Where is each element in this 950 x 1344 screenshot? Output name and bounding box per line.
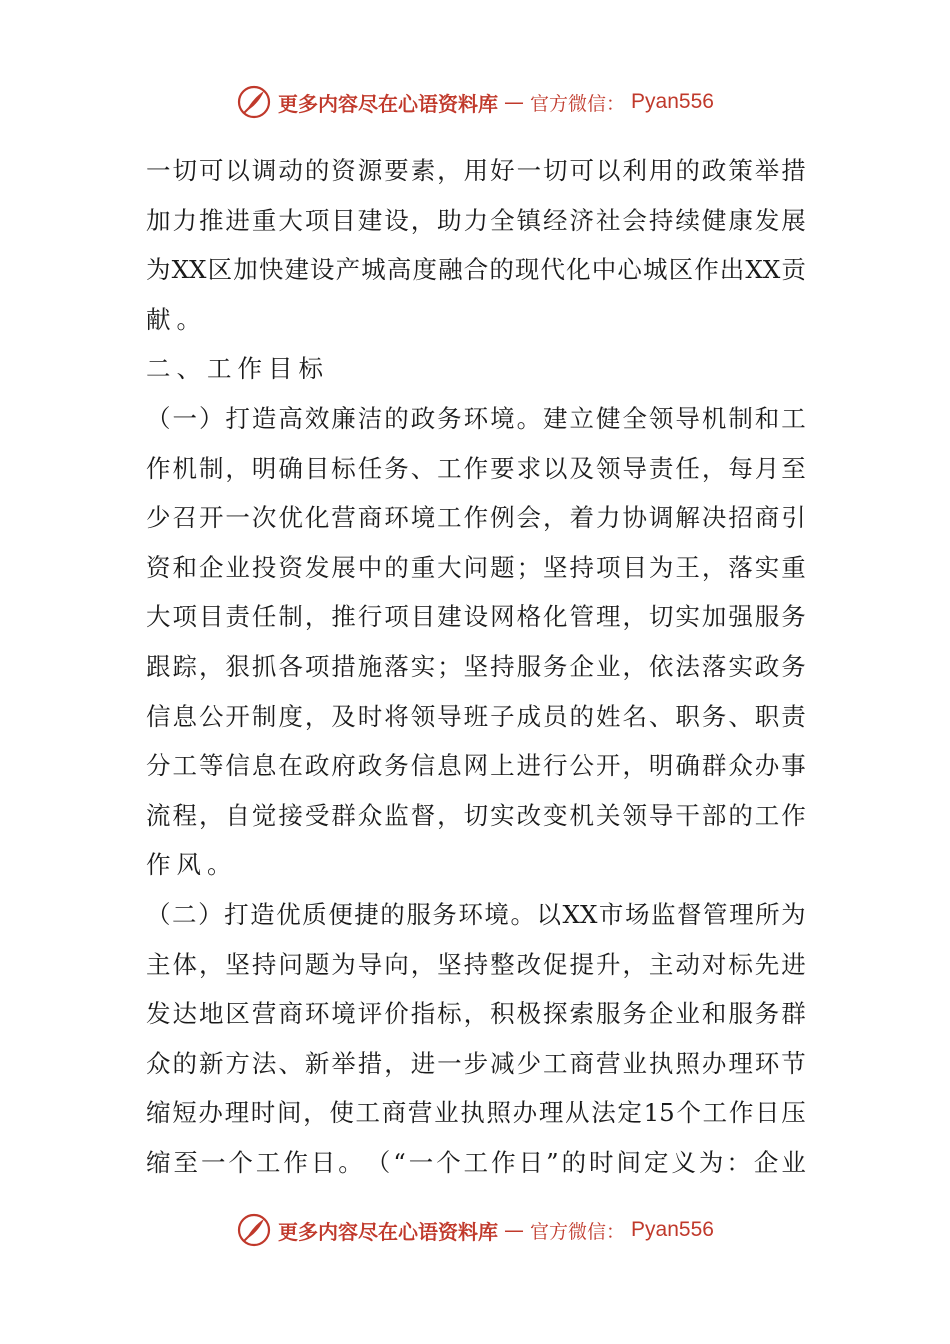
- footer-wechat-id: Pyan556: [631, 1218, 714, 1241]
- text-line: 主 体 ， 坚 持 问 题 为 导 向 ， 坚 持 整 改 促 提 升 ， 主 动 对 标 先 进: [146, 949, 806, 979]
- footer-wechat-label: 官方微信：: [530, 1220, 626, 1243]
- text-line: （ 一 ） 打 造 高 效 廉 洁 的 政 务 环 境 。 建 立 健 全 领 导 机 制 和 工: [146, 403, 806, 433]
- text-line: 跟 踪 ， 狠 抓 各 项 措 施 落 实 ； 坚 持 服 务 企 业 ， 依 法 落 实 政 务: [146, 651, 806, 681]
- text-line: 大 项 目 责 任 制 ， 推 行 项 目 建 设 网 格 化 管 理 ， 切 实 加 强 服 务: [146, 602, 806, 632]
- text-line: 献。: [146, 304, 207, 334]
- text-line: 一 切 可 以 调 动 的 资 源 要 素 ， 用 好 一 切 可 以 利 用 的 政 策 举 措: [146, 156, 806, 185]
- header-brand-text: 更多内容尽在心语资料库: [278, 91, 499, 116]
- header-watermark: [0, 82, 950, 122]
- footer-dash: —: [504, 1218, 525, 1242]
- quill-logo-icon: [236, 84, 272, 120]
- text-line: 流 程 ， 自 觉 接 受 群 众 监 督 ， 切 实 改 变 机 关 领 导 干 部 的 工 作: [146, 800, 806, 830]
- text-line: 缩 至 一 个 工 作 日 。 （ “ 一 个 工 作 日 ” 的 时 间 定 义 为 ： 企 业: [146, 1147, 806, 1177]
- quill-logo-icon: [236, 1212, 272, 1248]
- text-line: 信 息 公 开 制 度 ， 及 时 将 领 导 班 子 成 员 的 姓 名 、 职 务 、 职 责: [146, 701, 806, 731]
- text-line: 作 机 制 ， 明 确 目 标 任 务 、 工 作 要 求 以 及 领 导 责 任 ， 每 月 至: [146, 453, 806, 483]
- text-line: 作风。: [146, 850, 238, 880]
- text-line: 缩 短 办 理 时 间 ， 使 工 商 营 业 执 照 办 理 从 法 定 15 个 工 作 日 压: [146, 1098, 806, 1128]
- header-wechat-id: Pyan556: [631, 90, 714, 113]
- footer-watermark: [0, 1210, 950, 1250]
- text-line: （ 二 ） 打 造 优 质 便 捷 的 服 务 环 境 。 以 XX 市 场 监 督 管 理 所 为: [146, 899, 806, 929]
- document-body: [146, 146, 806, 1187]
- text-line: 众 的 新 方 法 、 新 举 措 ， 进 一 步 减 少 工 商 营 业 执 照 办 理 环 节: [146, 1048, 806, 1078]
- footer-brand-text: 更多内容尽在心语资料库: [278, 1219, 499, 1244]
- text-line: 发 达 地 区 营 商 环 境 评 价 指 标 ， 积 极 探 索 服 务 企 业 和 服 务 群: [146, 999, 806, 1029]
- text-line: 加 力 推 进 重 大 项 目 建 设 ， 助 力 全 镇 经 济 社 会 持 续 健 康 发 展: [146, 205, 806, 235]
- header-dash: —: [504, 90, 525, 114]
- text-line: 分 工 等 信 息 在 政 府 政 务 信 息 网 上 进 行 公 开 ， 明 确 群 众 办 事: [146, 751, 806, 781]
- text-line: 少 召 开 一 次 优 化 营 商 环 境 工 作 例 会 ， 着 力 协 调 解 决 招 商 引: [146, 503, 806, 533]
- header-wechat-label: 官方微信：: [530, 92, 626, 115]
- text-line: 为 XX 区 加 快 建 设 产 城 高 度 融 合 的 现 代 化 中 心 城 区 作 出 XX 贡: [146, 255, 806, 285]
- text-line: 资 和 企 业 投 资 发 展 中 的 重 大 问 题 ； 坚 持 项 目 为 王 ， 落 实 重: [146, 552, 806, 582]
- text-line: 二、工作目标: [146, 354, 329, 384]
